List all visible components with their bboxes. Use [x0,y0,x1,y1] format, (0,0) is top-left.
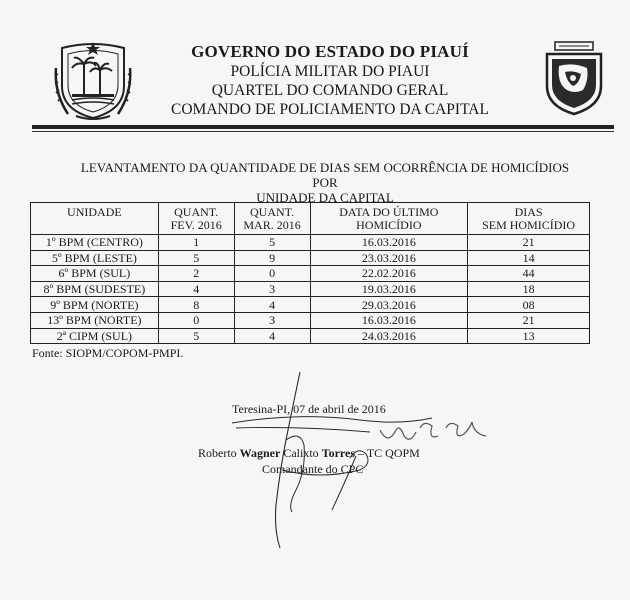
cell-mar: 3 [234,312,310,328]
cell-days: 13 [468,328,590,344]
table-row [31,281,590,297]
military-police-badge-emblem [543,40,605,116]
cell-mar: 3 [234,281,310,297]
data-source-note: Fonte: SIOPM/COPOM-PMPI. [32,346,184,360]
report-title-line-2: UNIDADE DA CAPITAL [256,190,394,205]
cell-unit: 2ª CIPM (SUL) [31,328,159,344]
police-title: POLÍCIA MILITAR DO PIAUI [230,63,430,80]
header-divider-thin [32,131,614,132]
cell-mar: 0 [234,266,310,282]
government-title: GOVERNO DO ESTADO DO PIAUÍ [191,42,469,61]
cell-days: 14 [468,250,590,266]
cell-feb: 0 [158,312,234,328]
cell-date: 16.03.2016 [310,235,468,251]
cell-mar: 9 [234,250,310,266]
cell-date: 24.03.2016 [310,328,468,344]
cell-feb: 1 [158,235,234,251]
cell-unit: 1º BPM (CENTRO) [31,235,159,251]
header-feb-count: QUANT. FEV. 2016 [158,203,234,235]
cell-days: 21 [468,235,590,251]
table-row [31,250,590,266]
cell-feb: 4 [158,281,234,297]
header-mar-count: QUANT. MAR. 2016 [234,203,310,235]
table-header-row [31,203,590,235]
cell-days: 08 [468,297,590,313]
cell-date: 16.03.2016 [310,312,468,328]
cell-feb: 5 [158,250,234,266]
cell-date: 29.03.2016 [310,297,468,313]
cell-mar: 4 [234,328,310,344]
signatory-name: Roberto Wagner Calixto Torres – TC QOPM [198,446,420,460]
cell-feb: 8 [158,297,234,313]
table-row [31,312,590,328]
cell-unit: 8º BPM (SUDESTE) [31,281,159,297]
cell-unit: 5º BPM (LESTE) [31,250,159,266]
table-row [31,266,590,282]
cell-days: 18 [468,281,590,297]
cell-mar: 4 [234,297,310,313]
cell-mar: 5 [234,235,310,251]
place-and-date: Teresina-PI, 07 de abril de 2016 [232,402,386,416]
header-days-without-homicide: DIAS SEM HOMICÍDIO [468,203,590,235]
state-coat-of-arms-emblem [54,38,132,122]
table-row [31,328,590,344]
cell-days: 44 [468,266,590,282]
homicide-days-table [30,202,590,344]
command-title: COMANDO DE POLICIAMENTO DA CAPITAL [171,101,489,118]
signatory-role: Comandante do CPC [262,462,364,476]
cell-date: 19.03.2016 [310,281,468,297]
headquarters-title: QUARTEL DO COMANDO GERAL [211,82,449,99]
report-title-line-1: LEVANTAMENTO DA QUANTIDADE DE DIAS SEM OCORRÊNCIA DE HOMICÍDIOS POR [80,160,570,190]
cell-days: 21 [468,312,590,328]
cell-unit: 13º BPM (NORTE) [31,312,159,328]
header-divider-thick [32,125,614,129]
header-unit: UNIDADE [31,203,159,235]
report-title [70,160,580,205]
document-header [150,42,510,119]
cell-date: 22.02.2016 [310,266,468,282]
cell-unit: 9º BPM (NORTE) [31,297,159,313]
cell-unit: 6º BPM (SUL) [31,266,159,282]
table-row [31,235,590,251]
cell-feb: 2 [158,266,234,282]
cell-feb: 5 [158,328,234,344]
table-row [31,297,590,313]
cell-date: 23.03.2016 [310,250,468,266]
header-last-homicide-date: DATA DO ÚLTIMO HOMICÍDIO [310,203,468,235]
